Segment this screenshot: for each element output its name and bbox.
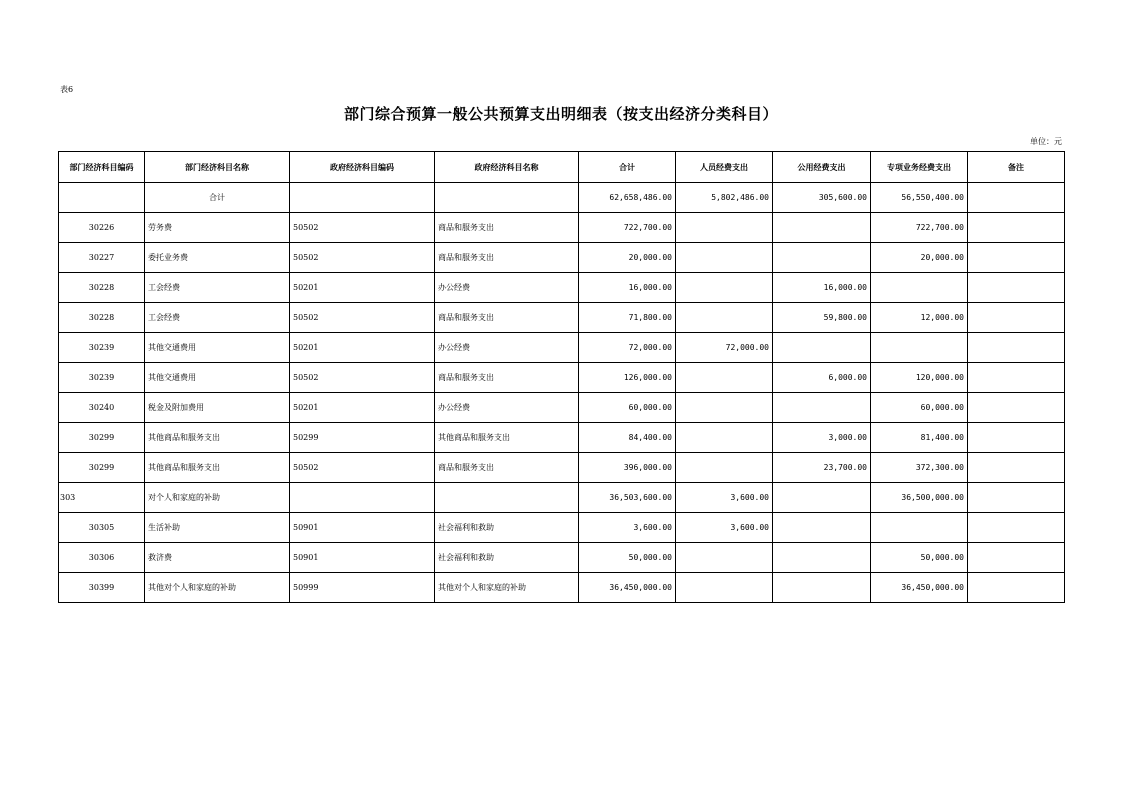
cell-total: 722,700.00 [579,213,676,243]
cell-gov-code: 50201 [290,273,435,303]
cell-total: 84,400.00 [579,423,676,453]
cell-gov-code: 50299 [290,423,435,453]
cell-dept-name: 其他商品和服务支出 [145,453,290,483]
total-gov-name [435,183,579,213]
table-row [59,273,1065,303]
cell-public [773,333,871,363]
table-row [59,363,1065,393]
cell-special: 20,000.00 [871,243,968,273]
cell-special [871,273,968,303]
cell-dept-name: 委托业务费 [145,243,290,273]
table-row [59,513,1065,543]
table-row [59,303,1065,333]
cell-public [773,573,871,603]
cell-dept-name: 其他对个人和家庭的补助 [145,573,290,603]
cell-total: 50,000.00 [579,543,676,573]
cell-gov-code: 50502 [290,453,435,483]
cell-public: 23,700.00 [773,453,871,483]
table-row [59,423,1065,453]
cell-special [871,513,968,543]
cell-personnel [676,453,773,483]
cell-dept-name: 工会经费 [145,273,290,303]
cell-public [773,543,871,573]
budget-table [58,151,1065,603]
header-gov-name: 政府经济科目名称 [435,152,579,183]
cell-total: 60,000.00 [579,393,676,423]
cell-gov-name: 社会福利和救助 [435,543,579,573]
total-label: 合计 [145,183,290,213]
cell-remark [968,513,1065,543]
cell-gov-name: 社会福利和救助 [435,513,579,543]
total-personnel: 5,802,486.00 [676,183,773,213]
cell-personnel: 3,600.00 [676,513,773,543]
cell-dept-name: 税金及附加费用 [145,393,290,423]
cell-total: 71,800.00 [579,303,676,333]
cell-remark [968,213,1065,243]
header-personnel: 人员经费支出 [676,152,773,183]
cell-special: 12,000.00 [871,303,968,333]
cell-gov-name: 办公经费 [435,393,579,423]
cell-gov-code: 50999 [290,573,435,603]
cell-gov-name: 商品和服务支出 [435,213,579,243]
cell-gov-code [290,483,435,513]
unit-label: 单位：元 [1030,137,1062,146]
cell-public [773,513,871,543]
cell-dept-code: 30299 [59,453,145,483]
cell-gov-name: 商品和服务支出 [435,453,579,483]
header-dept-code: 部门经济科目编码 [59,152,145,183]
cell-dept-code: 30226 [59,213,145,243]
header-remark: 备注 [968,152,1065,183]
header-public: 公用经费支出 [773,152,871,183]
cell-personnel [676,243,773,273]
cell-remark [968,423,1065,453]
cell-total: 36,450,000.00 [579,573,676,603]
cell-gov-code: 50502 [290,213,435,243]
cell-special [871,333,968,363]
cell-total: 126,000.00 [579,363,676,393]
cell-gov-code: 50502 [290,363,435,393]
cell-personnel: 72,000.00 [676,333,773,363]
cell-remark [968,273,1065,303]
cell-public: 3,000.00 [773,423,871,453]
cell-special: 372,300.00 [871,453,968,483]
cell-remark [968,543,1065,573]
cell-gov-code: 50201 [290,333,435,363]
cell-dept-code: 30399 [59,573,145,603]
cell-dept-code: 30240 [59,393,145,423]
table-row [59,393,1065,423]
cell-total: 16,000.00 [579,273,676,303]
total-special: 56,550,400.00 [871,183,968,213]
cell-total: 3,600.00 [579,513,676,543]
cell-personnel [676,213,773,243]
page-title: 部门综合预算一般公共预算支出明细表（按支出经济分类科目） [343,105,778,123]
header-special: 专项业务经费支出 [871,152,968,183]
cell-public: 6,000.00 [773,363,871,393]
cell-special: 36,500,000.00 [871,483,968,513]
cell-special: 60,000.00 [871,393,968,423]
cell-personnel [676,423,773,453]
total-public: 305,600.00 [773,183,871,213]
cell-dept-code: 303 [59,483,145,513]
total-row [59,183,1065,213]
cell-total: 396,000.00 [579,453,676,483]
cell-public: 16,000.00 [773,273,871,303]
cell-dept-code: 30239 [59,333,145,363]
cell-public [773,483,871,513]
table-row [59,543,1065,573]
cell-public [773,393,871,423]
cell-personnel [676,363,773,393]
table-row [59,333,1065,363]
cell-remark [968,573,1065,603]
cell-gov-code: 50502 [290,303,435,333]
cell-public [773,243,871,273]
cell-gov-name: 商品和服务支出 [435,363,579,393]
cell-remark [968,363,1065,393]
cell-dept-name: 对个人和家庭的补助 [145,483,290,513]
cell-dept-name: 劳务费 [145,213,290,243]
table-row [59,213,1065,243]
cell-dept-name: 工会经费 [145,303,290,333]
cell-dept-code: 30227 [59,243,145,273]
cell-remark [968,243,1065,273]
cell-special: 722,700.00 [871,213,968,243]
cell-gov-name: 办公经费 [435,333,579,363]
cell-dept-code: 30305 [59,513,145,543]
cell-dept-name: 生活补助 [145,513,290,543]
cell-personnel [676,303,773,333]
cell-gov-name [435,483,579,513]
cell-gov-code: 50901 [290,543,435,573]
cell-gov-code: 50901 [290,513,435,543]
cell-total: 20,000.00 [579,243,676,273]
cell-gov-name: 其他商品和服务支出 [435,423,579,453]
cell-dept-code: 30299 [59,423,145,453]
table-row [59,243,1065,273]
cell-public: 59,800.00 [773,303,871,333]
cell-dept-code: 30239 [59,363,145,393]
cell-total: 36,503,600.00 [579,483,676,513]
cell-special: 120,000.00 [871,363,968,393]
cell-gov-name: 其他对个人和家庭的补助 [435,573,579,603]
cell-remark [968,483,1065,513]
cell-remark [968,393,1065,423]
total-remark [968,183,1065,213]
cell-gov-code: 50201 [290,393,435,423]
total-dept-code [59,183,145,213]
cell-gov-name: 商品和服务支出 [435,243,579,273]
cell-personnel [676,573,773,603]
cell-personnel [676,543,773,573]
cell-dept-name: 救济费 [145,543,290,573]
cell-dept-name: 其他交通费用 [145,363,290,393]
header-row [59,152,1065,183]
cell-total: 72,000.00 [579,333,676,363]
total-gov-code [290,183,435,213]
cell-personnel [676,273,773,303]
cell-personnel: 3,600.00 [676,483,773,513]
cell-remark [968,453,1065,483]
cell-dept-code: 30228 [59,303,145,333]
cell-dept-code: 30306 [59,543,145,573]
cell-dept-code: 30228 [59,273,145,303]
cell-dept-name: 其他商品和服务支出 [145,423,290,453]
cell-remark [968,303,1065,333]
cell-dept-name: 其他交通费用 [145,333,290,363]
table-row [59,453,1065,483]
cell-gov-code: 50502 [290,243,435,273]
cell-special: 50,000.00 [871,543,968,573]
cell-special: 81,400.00 [871,423,968,453]
table-number-label: 表6 [60,85,74,94]
table-row [59,573,1065,603]
cell-public [773,213,871,243]
cell-remark [968,333,1065,363]
table-row [59,483,1065,513]
header-dept-name: 部门经济科目名称 [145,152,290,183]
total-amount: 62,658,486.00 [579,183,676,213]
cell-gov-name: 商品和服务支出 [435,303,579,333]
header-total: 合计 [579,152,676,183]
cell-gov-name: 办公经费 [435,273,579,303]
header-gov-code: 政府经济科目编码 [290,152,435,183]
cell-special: 36,450,000.00 [871,573,968,603]
cell-personnel [676,393,773,423]
